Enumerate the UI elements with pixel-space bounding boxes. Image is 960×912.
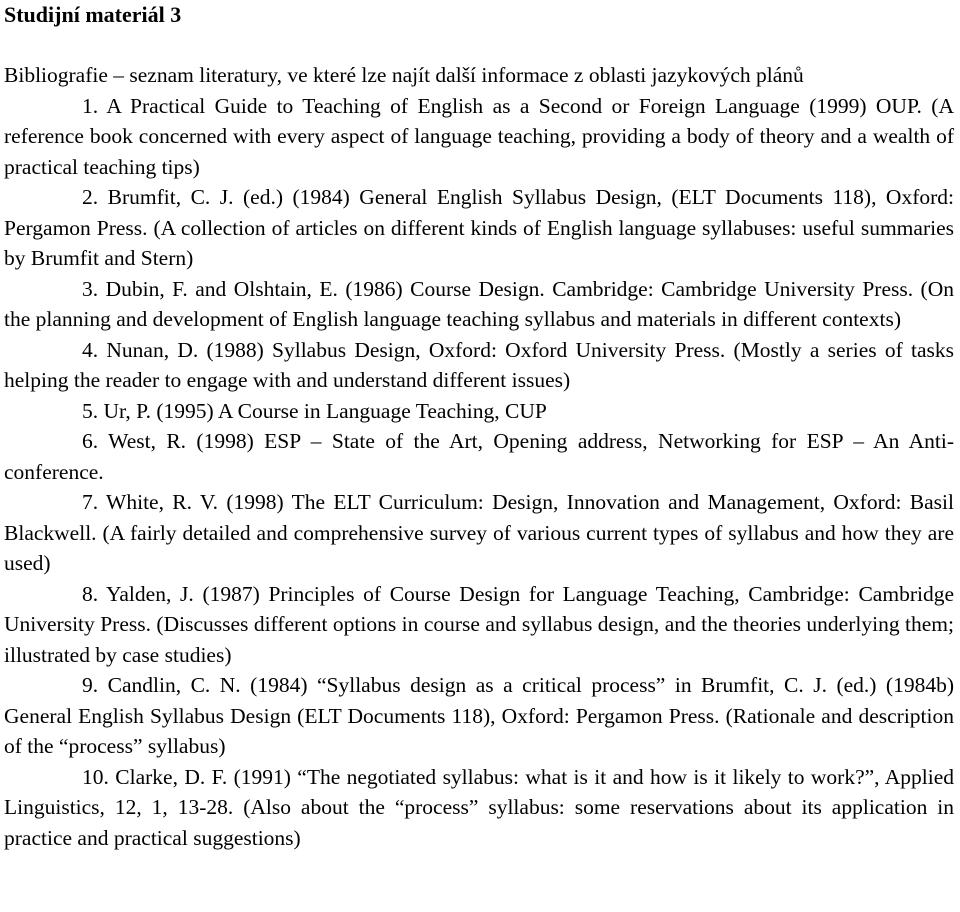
reference-text: Dubin, F. and Olshtain, E. (1986) Course Design. Cambridge: Cambridge University Press. (On the planning and development of English language teaching syllabus and materials in different contexts) [4, 276, 954, 331]
reference-number: 10. [82, 764, 109, 789]
reference-number: 8. [82, 581, 99, 606]
reference-text: Nunan, D. (1988) Syllabus Design, Oxford: Oxford University Press. (Mostly a series of tasks helping the reader to engage with and understand different issues) [4, 337, 954, 392]
reference-number: 9. [82, 673, 99, 697]
reference-text: Clarke, D. F. (1991) “The negotiated syllabus: what is it and how is it likely to work?”, Applied Linguistics, 12, 1, 13-28. (Also about the “process” syllabus: some reservations about its application in practice and practical suggestions) [4, 764, 955, 850]
reference-number: 6. [82, 429, 99, 453]
reference-number: 1. [82, 93, 99, 118]
reference-item [4, 579, 954, 671]
reference-text: A Practical Guide to Teaching of English as a Second or Foreign Language (1999) OUP. (A reference book concerned with every aspect of language teaching, providing a body of theory and a wealth of practical teaching tips) [4, 93, 954, 179]
reference-item [4, 670, 954, 762]
reference-item [4, 182, 954, 274]
reference-item [4, 396, 954, 427]
reference-text: White, R. V. (1998) The ELT Curriculum: Design, Innovation and Management, Oxford: Basil Blackwell. (A fairly detailed and comprehensive survey of various current types of syllabus and how they are used) [4, 490, 954, 575]
reference-item [4, 335, 954, 396]
reference-text: Ur, P. (1995) A Course in Language Teaching, CUP [103, 398, 547, 423]
intro-text: Bibliografie – seznam literatury, ve které lze najít další informace z oblasti jazykových plánů [4, 63, 804, 87]
reference-item [4, 762, 954, 854]
reference-number: 3. [82, 276, 99, 301]
reference-item [4, 426, 954, 487]
reference-number: 4. [82, 337, 99, 362]
reference-text: Brumfit, C. J. (ed.) (1984) General English Syllabus Design, (ELT Documents 118), Oxford: Pergamon Press. (A collection of articles on different kinds of English language syllabuses: useful summaries by Brumfit and Stern) [4, 185, 955, 270]
reference-text: West, R. (1998) ESP – State of the Art, Opening address, Networking for ESP – An Anti-conference. [4, 429, 954, 484]
reference-item [4, 487, 954, 579]
reference-number: 2. [82, 185, 99, 209]
reference-number: 7. [82, 490, 99, 514]
page-title: Studijní materiál 3 [4, 2, 182, 27]
reference-item [4, 274, 954, 335]
reference-number: 5. [82, 398, 99, 423]
reference-item [4, 91, 954, 183]
reference-text: Candlin, C. N. (1984) “Syllabus design as a critical process” in Brumfit, C. J. (ed.) (1984b) General English Syllabus Design (ELT Documents 118), Oxford: Pergamon Press. (Rationale and description of the “process” syllabus) [4, 673, 955, 758]
reference-text: Yalden, J. (1987) Principles of Course Design for Language Teaching, Cambridge: Cambridge University Press. (Discusses different options in course and syllabus design, and the theories underlying them; illustrated by case studies) [4, 581, 954, 667]
